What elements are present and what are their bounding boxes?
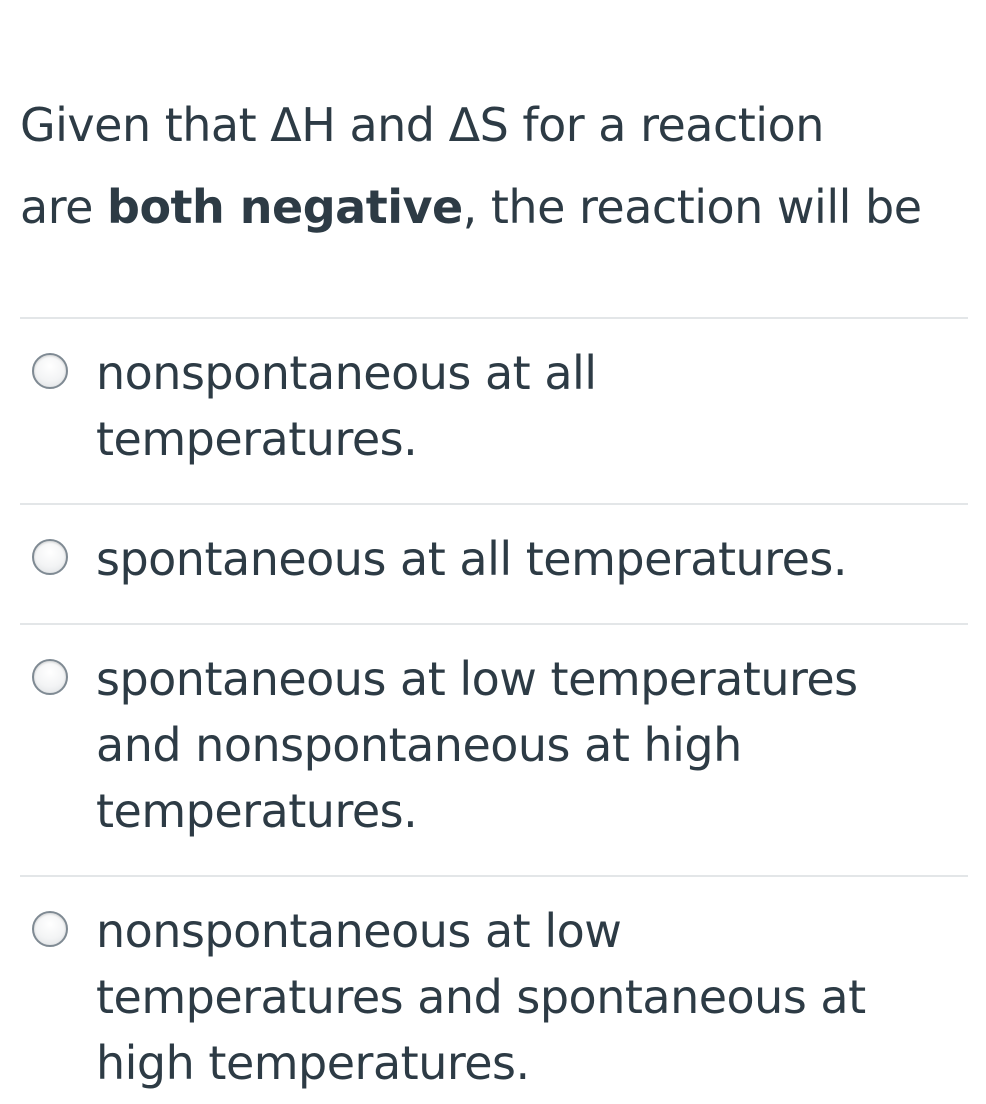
radio-button-icon[interactable] [32,911,68,947]
question-emphasis: both negative [107,180,463,234]
answer-3-line-3: temperatures. [96,784,418,838]
divider-1 [20,317,968,319]
answer-1-line-2: temperatures. [96,412,418,466]
question-line-1: Given that ΔH and ΔS for a reaction [20,98,824,152]
answer-label-2 [96,526,976,592]
answer-3-line-2: and nonspontaneous at high [96,718,742,772]
divider-3 [20,623,968,625]
radio-button-icon[interactable] [32,659,68,695]
question-line-2-prefix: are [20,180,108,234]
question-line-2 [20,166,970,248]
radio-button-icon[interactable] [32,539,68,575]
answer-4-line-2: temperatures and spontaneous at [96,970,866,1024]
answer-label-3 [96,646,976,844]
answer-label-4 [96,898,976,1096]
answer-3-line-1: spontaneous at low temperatures [96,652,858,706]
answer-4-line-1: nonspontaneous at low [96,904,622,958]
divider-2 [20,503,968,505]
question-line-2-suffix: , the reaction will be [462,180,922,234]
question-text [20,84,970,248]
radio-button-icon[interactable] [32,353,68,389]
answer-2-line-1: spontaneous at all temperatures. [96,532,847,586]
answer-label-1 [96,340,976,472]
divider-4 [20,875,968,877]
answer-1-line-1: nonspontaneous at all [96,346,597,400]
answer-4-line-3: high temperatures. [96,1036,530,1090]
